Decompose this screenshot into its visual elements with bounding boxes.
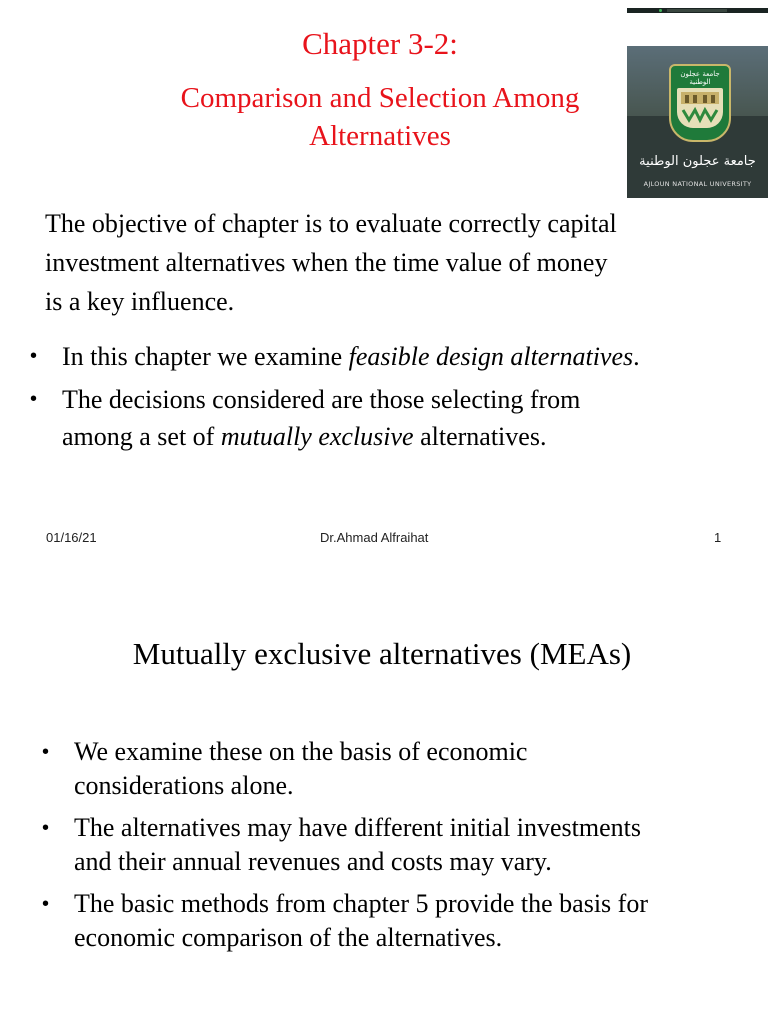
bullet-dot: • — [42, 893, 50, 915]
objective-line: is a key influence. — [45, 287, 235, 316]
bullet-item: • The alternatives may have different initial investments and their annual revenues and costs may vary. — [42, 813, 641, 876]
university-crest: جامعة عجلون الوطنية — [669, 64, 731, 142]
footer-author: Dr.Ahmad Alfraihat — [320, 530, 429, 545]
slide-title-chapter: Chapter 3-2: — [302, 26, 458, 61]
bullet-dot: • — [30, 388, 38, 410]
objective-line: The objective of chapter is to evaluate correctly capital — [45, 209, 617, 238]
university-logo — [627, 46, 768, 198]
bullet-item: • The decisions considered are those selecting from among a set of mutually exclusive alternatives. — [62, 381, 640, 455]
slide-2-title: Mutually exclusive alternatives (MEAs) — [132, 636, 632, 671]
footer-page-number: 1 — [714, 530, 722, 545]
objective-line: investment alternatives when the time value of money — [45, 248, 608, 277]
slide1-bullet-list — [30, 338, 640, 461]
footer-date: 01/16/21 — [46, 530, 97, 545]
bullet-dot: • — [42, 741, 50, 763]
bullet-item: • The basic methods from chapter 5 provide the basis for economic comparison of the alternatives. — [42, 889, 648, 952]
bullet-dot: • — [42, 817, 50, 839]
bullet-dot: • — [30, 345, 38, 367]
slide-subtitle-line2: Alternatives — [309, 120, 451, 152]
logo-arabic-name: جامعة عجلون الوطنية — [639, 154, 756, 169]
objective-paragraph — [45, 204, 725, 321]
slide-subtitle-line1: Comparison and Selection Among — [180, 82, 580, 114]
slide2-bullet-list — [42, 735, 648, 963]
bullet-item: • In this chapter we examine feasible design alternatives. — [62, 338, 640, 375]
bullet-item: • We examine these on the basis of economic considerations alone. — [42, 737, 528, 800]
image-topbar — [627, 8, 768, 13]
logo-english-name: AJLOUN NATIONAL UNIVERSITY — [643, 180, 752, 188]
